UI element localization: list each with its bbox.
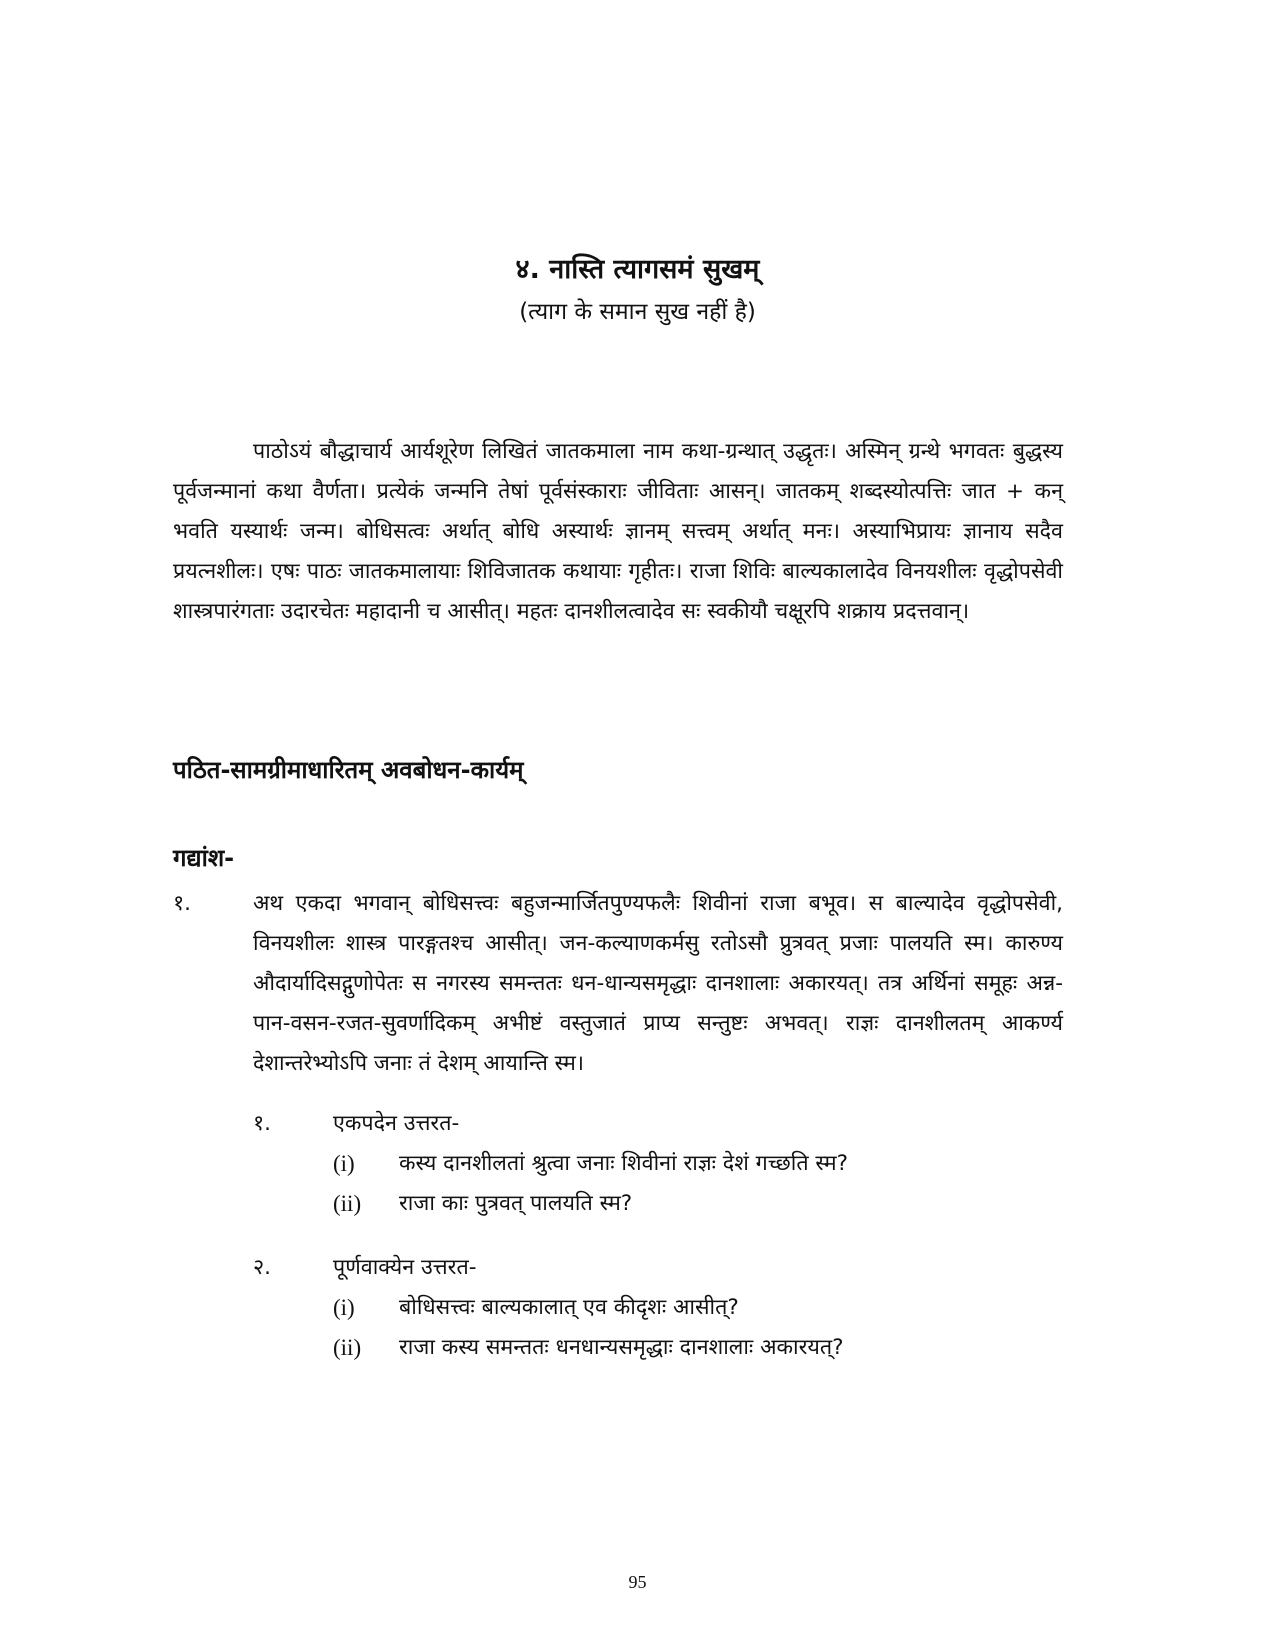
sub-question-text: राजा काः पुत्रवत् पालयति स्म? <box>399 1191 633 1216</box>
question-group-1 <box>253 1104 1063 1224</box>
sub-question <box>333 1144 1063 1184</box>
question-number: २. <box>253 1255 272 1280</box>
question-group-2 <box>253 1248 1063 1368</box>
passage-number: १. <box>173 891 192 916</box>
sub-question-text: कस्य दानशीलतां श्रुत्वा जनाः शिवीनां राज्ञः देशं गच्छति स्म? <box>399 1151 849 1176</box>
sub-question-number: (ii) <box>333 1191 362 1216</box>
sub-question-number: (i) <box>333 1151 355 1176</box>
page-number: 95 <box>628 1572 647 1592</box>
passage-label: गद्यांश- <box>173 844 235 872</box>
section-heading: पठित-सामग्रीमाधारितम् अवबोधन-कार्यम् <box>173 756 524 784</box>
sub-question <box>333 1288 1063 1328</box>
chapter-subtitle: (त्याग के समान सुख नहीं है) <box>519 299 756 325</box>
sub-question-text: राजा कस्य समन्ततः धनधान्यसमृद्धाः दानशालाः अकारयत्? <box>399 1335 844 1360</box>
sub-question-text: बोधिसत्त्वः बाल्यकालात् एव कीदृशः आसीत्? <box>399 1295 739 1320</box>
question-header <box>253 1248 1063 1288</box>
question-instruction: पूर्णवाक्येन उत्तरत- <box>333 1255 477 1280</box>
passage-text: अथ एकदा भगवान् बोधिसत्त्वः बहुजन्मार्जितपुण्यफलैः शिवीनां राजा बभूव। स बाल्यादेव वृद्धोपसेवी, विनयशीलः शास्त्र पारङ्गतश्च आसीत्। जन-कल्याणकर्मसु रतोऽसौ प्रुत्रवत् प्रजाः पालयति स्म। कारुण्य औदार्यादिसद्गुणोपेतः स नगरस्य समन्ततः धन-धान्यसमृद्धाः दानशालाः अकारयत्। तत्र अर्थिनां समूहः अन्न-पान-वसन-रजत-सुवर्णादिकम् अभीष्टं वस्तुजातं प्राप्य सन्तुष्टः अभवत्। राज्ञः दानशीलतम् आकर्ण्य देशान्तरेभ्योऽपि जनाः तं देशम् आयान्ति स्म। <box>253 891 1063 1076</box>
question-header <box>253 1104 1063 1144</box>
question-instruction: एकपदेन उत्तरत- <box>333 1111 460 1136</box>
intro-paragraph: पाठोऽयं बौद्धाचार्य आर्यशूरेण लिखितं जातकमाला नाम कथा-ग्रन्थात् उद्धृतः। अस्मिन् ग्रन्थे भगवतः बुद्धस्य पूर्वजन्मानां कथा वैर्णता। प्रत्येकं जन्मनि तेषां पूर्वसंस्काराः जीविताः आसन्। जातकम् शब्दस्योत्पत्तिः जात + कन् भवति यस्यार्थः जन्म। बोधिसत्वः अर्थात् बोधि अस्यार्थः ज्ञानम् सत्त्वम् अर्थात् मनः। अस्याभिप्रायः ज्ञानाय सदैव प्रयत्नशीलः। एषः पाठः जातकमालायाः शिविजातक कथायाः गृहीतः। राजा शिविः बाल्यकालादेव विनयशीलः वृद्धोपसेवी शास्त्रपारंगताः उदारचेतः महादानी च आसीत्। महतः दानशीलत्वादेव सः स्वकीयौ चक्षूरपि शक्राय प्रदत्तवान्। <box>173 439 1063 624</box>
question-number: १. <box>253 1111 272 1136</box>
sub-question <box>333 1328 1063 1368</box>
sub-question <box>333 1184 1063 1224</box>
chapter-title: ४. नास्ति त्यागसमं सुखम् <box>515 254 760 285</box>
sub-question-number: (ii) <box>333 1335 362 1360</box>
sub-question-number: (i) <box>333 1295 355 1320</box>
